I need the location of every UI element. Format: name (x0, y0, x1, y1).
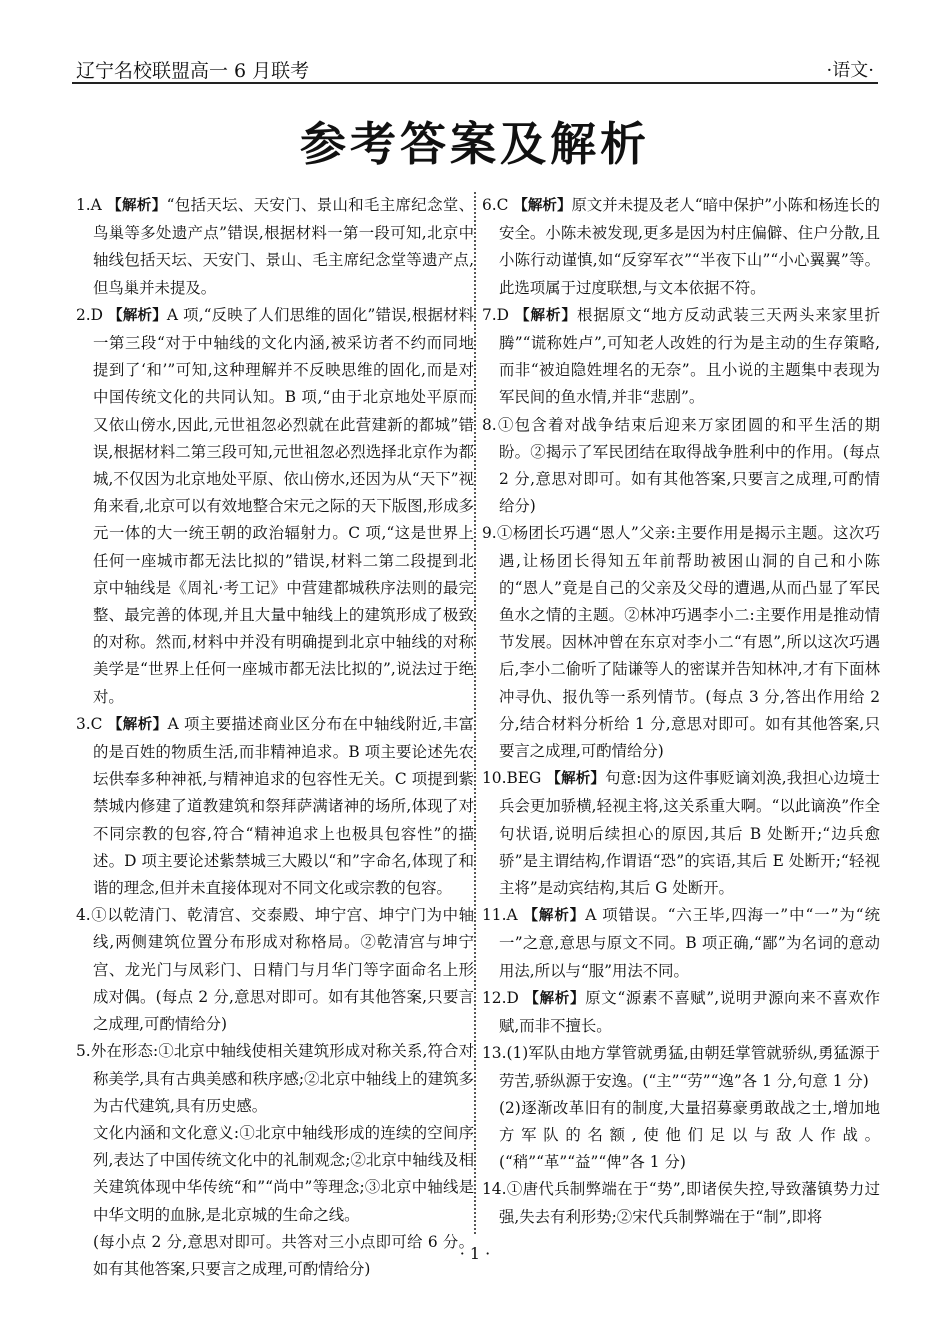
left-column (76, 192, 474, 1283)
item-text: ①以乾清门、乾清宫、交泰殿、坤宁宫、坤宁门为中轴线,两侧建筑位置分布形成对称格局。②乾清宫与坤宁宫、龙光门与凤彩门、日精门与月华门等字面命名上形成对偶。(每点 2 分,意思对即可。如有其他答案,只要言之成理,可酌情给分) (90, 906, 474, 1034)
item-number: 2.D (76, 305, 104, 324)
answer-item (482, 985, 880, 1040)
answer-item (76, 902, 474, 1038)
answer-item (76, 302, 474, 711)
answer-item (482, 412, 880, 521)
item-text: 原文“源素不喜赋”,说明尹源向来不喜欢作赋,而非不擅长。 (499, 988, 880, 1036)
analysis-tag: 【解析】 (513, 198, 572, 214)
answer-item (76, 192, 474, 302)
exam-name: 辽宁名校联盟高一 6 月联考 (76, 60, 310, 82)
analysis-tag: 【解析】 (108, 307, 167, 324)
answer-item (482, 520, 880, 765)
item-text: ①唐代兵制弊端在于“势”,即诸侯失控,导致藩镇势力过强,失去有利形势;②宋代兵制弊端在于“制”,即将 (499, 1180, 880, 1226)
scoring-note: (每小点 2 分,意思对即可。共答对三小点即可给 6 分。如有其他答案,只要言之成理,可酌情给分) (93, 1232, 474, 1278)
item-text: 根据原文“地方反动武装三天两头来家里折腾”“谎称姓卢”,可知老人改姓的行为是主动的生存策略,而非“被迫隐姓埋名的无奈”。且小说的主题集中表现为军民间的鱼水情,并非“悲剧”。 (499, 305, 880, 407)
item-number: 8. (482, 415, 497, 434)
answer-subparagraph: (2)逐渐改革旧有的制度,大量招募豪勇敢战之士,增加地方军队的名额,使他们足以与敌人作战。(“稍”“革”“益”“俾”各 1 分) (499, 1098, 880, 1172)
item-number: 1.A (76, 196, 102, 214)
item-text: ①杨团长巧遇“恩人”父亲:主要作用是揭示主题。这次巧遇,让杨团长得知五年前帮助被困山洞的自己和小陈的“恩人”竟是自己的父亲及父母的遭遇,从而凸显了军民鱼水之情的主题。②林冲巧遇李小二:主要作用是推动情节发展。因林冲曾在东京对李小二“有恩”,所以这次巧遇后,李小二偷听了陆谦等人的密谋并告知林冲,才有下面林冲寻仇、报仇等一系列情节。(每点 3 分,答出作用给 2 分,结合材料分析给 1 分,意思对即可。如有其他答案,只要言之成理,可酌情给分) (496, 524, 880, 761)
answer-item (482, 302, 880, 412)
item-number: 4. (76, 906, 91, 925)
item-number: 14. (482, 1180, 507, 1199)
item-number: 3.C (76, 714, 103, 733)
item-text: (1)军队由地方掌管就勇猛,由朝廷掌管就骄纵,勇猛源于劳苦,骄纵源于安逸。(“主”“劳”“逸”各 1 分,句意 1 分) (499, 1044, 880, 1090)
analysis-tag: 【解析】 (107, 198, 167, 214)
page-title: 参考答案及解析 (300, 117, 650, 171)
page-header (72, 52, 878, 84)
item-number: 13. (482, 1044, 507, 1063)
analysis-tag: 【解析】 (546, 771, 606, 788)
item-number: 11.A (482, 906, 518, 925)
analysis-tag: 【解析】 (514, 307, 577, 324)
item-text: A 项,“反映了人们思维的固化”错误,根据材料一第三段“对于中轴线的文化内涵,被采访者不约而同地提到了‘和’”可知,这种理解并不反映思维的固化,而是对中国传统文化的共同认知。B 项,“由于北京地处平原而又依山傍水,因此,元世祖忽必烈就在此营建新的都城”错误,根据材料二第三段可知,元世祖忽必烈选择北京作为都城,不仅因为北京地处平原、依山傍水,还因为从“天下”视角来看,北京可以有效地整合宋元之际的天下版图,形成多元一体的大一统王朝的政治辐射力。C 项,“这是世界上任何一座城市都无法比拟的”错误,材料二第二段提到北京中轴线是《周礼·考工记》中营建都城秩序法则的最完整、最完善的体现,并且大量中轴线上的建筑形成了极致的对称。然而,材料中并没有明确提到北京中轴线的对称美学是“世界上任何一座城市都无法比拟的”,说法过于绝对。 (93, 305, 475, 706)
analysis-tag: 【解析】 (524, 990, 586, 1007)
item-text: 句意:因为这件事贬谪刘涣,我担心边境士兵会更加骄横,轻视主将,这关系重大啊。“以此谪涣”作全句状语,说明后续担心的原因,其后 B 处断开;“边兵愈骄”是主谓结构,作谓语“恐”的宾语,其后 E 处断开;“轻视主将”是动宾结构,其后 G 处断开。 (499, 769, 881, 898)
answer-item (76, 1038, 474, 1120)
column-divider (474, 192, 476, 1234)
item-number: 6.C (482, 196, 509, 214)
answer-subparagraph: 文化内涵和文化意义:①北京中轴线形成的连续的空间序列,表达了中国传统文化中的礼制观念;②北京中轴线及相关建筑体现中华传统“和”“尚中”等理念;③北京中轴线是中华文明的血脉,是北京城的生命之线。 (93, 1123, 474, 1224)
item-text: 外在形态:①北京中轴线使相关建筑形成对称关系,符合对称美学,具有古典美感和秩序感;②北京中轴线上的建筑多为古代建筑,具有历史感。 (90, 1042, 474, 1115)
answer-item (482, 1176, 880, 1230)
item-text: 原文并未提及老人“暗中保护”小陈和杨连长的安全。小陈未被发现,更多是因为村庄偏僻、住户分散,且小陈行动谨慎,如“反穿军衣”“半夜下山”“小心翼翼”等。此选项属于过度联想,与文本依据不符。 (499, 196, 880, 297)
item-text: “包括天坛、天安门、景山和毛主席纪念堂、鸟巢等多处遗产点”错误,根据材料一第一段可知,北京中轴线包括天坛、天安门、景山、毛主席纪念堂等遗产点,但鸟巢并未提及。 (93, 196, 474, 297)
answer-item (482, 902, 880, 985)
answer-item (76, 711, 474, 902)
subject-label: ·语文· (826, 60, 874, 81)
answer-item (482, 192, 880, 302)
analysis-tag: 【解析】 (107, 716, 168, 733)
item-number: 5. (76, 1042, 91, 1061)
item-number: 10.BEG (482, 769, 542, 788)
item-text: ①包含着对战争结束后迎来万家团圆的和平生活的期盼。②揭示了军民团结在取得战争胜利中的作用。(每点 2 分,意思对即可。如有其他答案,只要言之成理,可酌情给分) (496, 415, 880, 516)
item-number: 7.D (482, 305, 510, 324)
item-text: A 项主要描述商业区分布在中轴线附近,丰富的是百姓的物质生活,而非精神追求。B 项主要论述先农坛供奉多种神祇,与精神追求的包容性无关。C 项提到紫禁城内修建了道教建筑和祭拜萨满诸神的场所,体现了对不同宗教的包容,符合“精神追求上也极具包容性”的描述。D 项主要论述紫禁城三大殿以“和”字命名,体现了和谐的理念,但并未直接体现对不同文化或宗教的包容。 (93, 714, 474, 898)
right-column (482, 192, 880, 1231)
item-number: 9. (482, 524, 497, 543)
answer-item (482, 765, 880, 902)
item-number: 12.D (482, 988, 519, 1007)
analysis-tag: 【解析】 (523, 908, 586, 925)
page-number: · 1 · (459, 1244, 491, 1263)
item-text: A 项错误。“六王毕,四海一”中“一”为“统一”之意,意思与原文不同。B 项正确,“鄙”为名词的意动用法,所以与“服”用法不同。 (499, 906, 880, 980)
answer-item (482, 1040, 880, 1094)
